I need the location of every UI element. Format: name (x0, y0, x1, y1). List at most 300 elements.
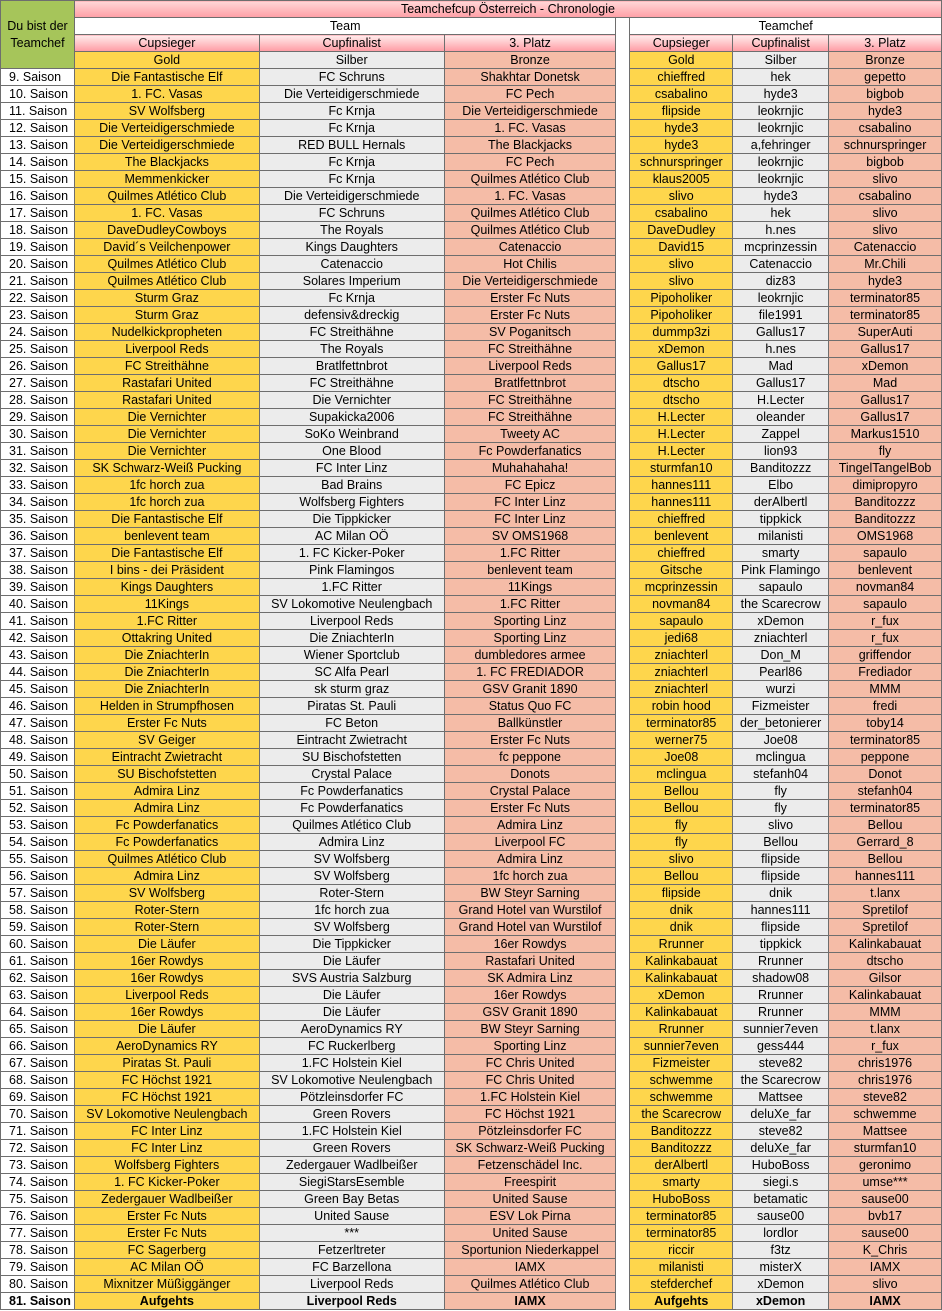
table-row (1, 749, 942, 766)
team-third-place-cell: SV Poganitsch (444, 324, 616, 341)
chef-cupfinalist-cell: wurzi (733, 681, 829, 698)
table-row (1, 69, 942, 86)
team-cupsieger-cell: Erster Fc Nuts (74, 1208, 259, 1225)
chef-cupfinalist-cell: Catenaccio (733, 256, 829, 273)
chef-cupfinalist-cell: shadow08 (733, 970, 829, 987)
season-cell: 41. Saison (1, 613, 75, 630)
team-cupsieger-cell: Die Vernichter (74, 409, 259, 426)
table-row (1, 936, 942, 953)
team-cupfinalist-cell: The Royals (259, 222, 444, 239)
column-gap (616, 834, 630, 851)
chef-cupfinalist-cell: Don_M (733, 647, 829, 664)
team-cupsieger-cell: 1. FC. Vasas (74, 86, 259, 103)
table-row (1, 511, 942, 528)
chef-cupfinalist-cell: dnik (733, 885, 829, 902)
team-third-place-cell: SK Admira Linz (444, 970, 616, 987)
chef-third-place-cell: Banditozzz (829, 494, 942, 511)
chef-third-place-cell: hyde3 (829, 103, 942, 120)
column-gap (616, 205, 630, 222)
column-gap (616, 664, 630, 681)
chef-third-place-cell: chris1976 (829, 1055, 942, 1072)
chef-third-place-cell: csabalino (829, 120, 942, 137)
column-gap (616, 647, 630, 664)
chef-cupsieger-cell: Pipoholiker (630, 307, 733, 324)
team-cupfinalist-cell: Fc Krnja (259, 290, 444, 307)
season-cell: 66. Saison (1, 1038, 75, 1055)
table-row (1, 205, 942, 222)
table-row (1, 494, 942, 511)
column-gap (616, 426, 630, 443)
chef-cupfinalist-header: Cupfinalist (733, 35, 829, 52)
team-cupfinalist-cell: FC Schruns (259, 205, 444, 222)
team-third-place-cell: Catenaccio (444, 239, 616, 256)
column-gap (616, 613, 630, 630)
team-cupfinalist-cell: Die Läufer (259, 953, 444, 970)
team-third-place-cell: Admira Linz (444, 817, 616, 834)
chef-cupfinalist-cell: fly (733, 800, 829, 817)
column-gap (616, 443, 630, 460)
chef-cupsieger-cell: csabalino (630, 205, 733, 222)
team-third-place-cell: FC Höchst 1921 (444, 1106, 616, 1123)
team-gold-header: Gold (74, 52, 259, 69)
chef-cupsieger-cell: robin hood (630, 698, 733, 715)
chef-third-place-cell: Markus1510 (829, 426, 942, 443)
team-third-place-cell: 1.FC Ritter (444, 596, 616, 613)
table-row (1, 1123, 942, 1140)
table-row (1, 290, 942, 307)
chef-cupsieger-cell: Kalinkabauat (630, 970, 733, 987)
chef-cupfinalist-cell: Pink Flamingo (733, 562, 829, 579)
season-cell: 10. Saison (1, 86, 75, 103)
table-row (1, 1055, 942, 1072)
table-row (1, 409, 942, 426)
chef-third-place-cell: terminator85 (829, 732, 942, 749)
season-cell: 9. Saison (1, 69, 75, 86)
team-group-header: Team (74, 18, 615, 35)
team-third-place-cell: GSV Granit 1890 (444, 1004, 616, 1021)
team-third-place-cell: 1.FC Holstein Kiel (444, 1089, 616, 1106)
chef-third-place-cell: OMS1968 (829, 528, 942, 545)
season-cell: 46. Saison (1, 698, 75, 715)
chef-cupsieger-cell: hannes111 (630, 494, 733, 511)
chef-cupsieger-cell: smarty (630, 1174, 733, 1191)
chef-third-place-cell: fly (829, 443, 942, 460)
column-gap (616, 528, 630, 545)
team-cupsieger-cell: 1fc horch zua (74, 494, 259, 511)
team-cupfinalist-cell: United Sause (259, 1208, 444, 1225)
team-cupsieger-cell: Erster Fc Nuts (74, 715, 259, 732)
column-gap (616, 154, 630, 171)
chef-cupfinalist-cell: Mad (733, 358, 829, 375)
team-cupsieger-cell: Sturm Graz (74, 307, 259, 324)
chef-cupfinalist-cell: steve82 (733, 1123, 829, 1140)
chef-cupfinalist-cell: deluXe_far (733, 1106, 829, 1123)
table-row (1, 273, 942, 290)
chef-cupfinalist-cell: tippkick (733, 511, 829, 528)
season-cell: 74. Saison (1, 1174, 75, 1191)
season-cell: 55. Saison (1, 851, 75, 868)
team-third-place-cell: Erster Fc Nuts (444, 800, 616, 817)
table-row (1, 341, 942, 358)
season-cell: 59. Saison (1, 919, 75, 936)
team-cupsieger-cell: Mixnitzer Müßiggänger (74, 1276, 259, 1293)
team-cupfinalist-cell: RED BULL Hernals (259, 137, 444, 154)
team-cupsieger-cell: FC Höchst 1921 (74, 1072, 259, 1089)
chef-bronze-header: Bronze (829, 52, 942, 69)
team-bronze-header: Bronze (444, 52, 616, 69)
team-third-place-cell: Sportunion Niederkappel (444, 1242, 616, 1259)
team-third-place-cell: Crystal Palace (444, 783, 616, 800)
chef-cupfinalist-cell: leokrnjic (733, 103, 829, 120)
chef-cupsieger-cell: zniachterl (630, 681, 733, 698)
table-row (1, 307, 942, 324)
team-cupfinalist-cell: SoKo Weinbrand (259, 426, 444, 443)
team-cupsieger-cell: Admira Linz (74, 783, 259, 800)
chef-cupfinalist-cell: Rrunner (733, 953, 829, 970)
chef-third-place-cell: peppone (829, 749, 942, 766)
table-row (1, 86, 942, 103)
table-row (1, 885, 942, 902)
team-cupsieger-cell: The Blackjacks (74, 154, 259, 171)
chef-third-place-cell: slivo (829, 222, 942, 239)
chef-cupsieger-cell: schwemme (630, 1089, 733, 1106)
team-third-place-cell: SV OMS1968 (444, 528, 616, 545)
chef-cupsieger-cell: zniachterl (630, 664, 733, 681)
chef-third-place-cell: chris1976 (829, 1072, 942, 1089)
chef-cupfinalist-cell: mcprinzessin (733, 239, 829, 256)
column-gap (616, 307, 630, 324)
chef-third-place-cell: terminator85 (829, 800, 942, 817)
table-row (1, 953, 942, 970)
team-cupsieger-cell: Nudelkickpropheten (74, 324, 259, 341)
column-gap (616, 1123, 630, 1140)
column-gap (616, 1140, 630, 1157)
team-cupsieger-cell: AC Milan OÖ (74, 1259, 259, 1276)
team-cupsieger-cell: Die Läufer (74, 936, 259, 953)
table-row (1, 766, 942, 783)
team-cupfinalist-cell: FC Inter Linz (259, 460, 444, 477)
team-third-place-cell: FC Pech (444, 154, 616, 171)
column-gap (616, 851, 630, 868)
table-row (1, 630, 942, 647)
team-cupsieger-cell: benlevent team (74, 528, 259, 545)
chef-cupsieger-header: Cupsieger (630, 35, 733, 52)
column-gap (616, 885, 630, 902)
column-gap (616, 1089, 630, 1106)
table-row (1, 970, 942, 987)
column-gap (616, 562, 630, 579)
season-cell: 31. Saison (1, 443, 75, 460)
chef-cupsieger-cell: terminator85 (630, 1208, 733, 1225)
team-cupsieger-cell: Die ZniachterIn (74, 681, 259, 698)
chef-third-place-cell: sturmfan10 (829, 1140, 942, 1157)
chef-third-place-cell: Gerrard_8 (829, 834, 942, 851)
season-cell: 36. Saison (1, 528, 75, 545)
team-cupfinalist-cell: Fc Krnja (259, 103, 444, 120)
chef-cupsieger-cell: Aufgehts (630, 1293, 733, 1310)
chef-third-place-cell: hyde3 (829, 273, 942, 290)
chef-cupfinalist-cell: fly (733, 783, 829, 800)
chef-cupsieger-cell: Rrunner (630, 1021, 733, 1038)
medal-header-row (1, 52, 942, 69)
column-gap (616, 902, 630, 919)
team-third-place-cell: 1. FC FREDIADOR (444, 664, 616, 681)
chef-cupfinalist-cell: a,fehringer (733, 137, 829, 154)
table-row (1, 460, 942, 477)
chef-third-place-cell: slivo (829, 171, 942, 188)
chef-third-place-cell: toby14 (829, 715, 942, 732)
team-cupsieger-cell: Memmenkicker (74, 171, 259, 188)
table-row (1, 1276, 942, 1293)
chef-cupsieger-cell: hyde3 (630, 137, 733, 154)
chef-third-place-cell: bvb17 (829, 1208, 942, 1225)
chef-cupsieger-cell: DaveDudley (630, 222, 733, 239)
team-cupsieger-cell: Die Läufer (74, 1021, 259, 1038)
team-cupfinalist-cell: Die Läufer (259, 987, 444, 1004)
team-third-place-cell: Die Verteidigerschmiede (444, 273, 616, 290)
title-row (1, 1, 942, 18)
team-third-place-cell: FC Streithähne (444, 409, 616, 426)
season-cell: 11. Saison (1, 103, 75, 120)
chef-cupfinalist-cell: xDemon (733, 613, 829, 630)
corner-label: Du bist der Teamchef (1, 1, 75, 69)
column-gap (616, 545, 630, 562)
team-cupsieger-cell: Erster Fc Nuts (74, 1225, 259, 1242)
chef-cupfinalist-cell: derAlbertl (733, 494, 829, 511)
column-gap (616, 1259, 630, 1276)
team-cupfinalist-cell: SV Lokomotive Neulengbach (259, 1072, 444, 1089)
chef-third-place-cell: sapaulo (829, 596, 942, 613)
column-gap (616, 137, 630, 154)
team-third-place-cell: Sporting Linz (444, 630, 616, 647)
column-gap (616, 987, 630, 1004)
chef-cupsieger-cell: zniachterl (630, 647, 733, 664)
column-gap (616, 919, 630, 936)
season-cell: 72. Saison (1, 1140, 75, 1157)
season-cell: 47. Saison (1, 715, 75, 732)
chef-cupsieger-cell: dnik (630, 902, 733, 919)
column-gap (616, 1157, 630, 1174)
team-cupsieger-cell: 11Kings (74, 596, 259, 613)
table-row (1, 987, 942, 1004)
column-gap (616, 1038, 630, 1055)
team-cupsieger-header: Cupsieger (74, 35, 259, 52)
chef-cupsieger-cell: sapaulo (630, 613, 733, 630)
team-cupsieger-cell: Eintracht Zwietracht (74, 749, 259, 766)
chef-cupfinalist-cell: the Scarecrow (733, 596, 829, 613)
chef-third-place-cell: Gallus17 (829, 392, 942, 409)
column-gap (616, 392, 630, 409)
season-cell: 81. Saison (1, 1293, 75, 1310)
team-third-place-cell: IAMX (444, 1293, 616, 1310)
team-third-place-cell: Muhahahaha! (444, 460, 616, 477)
season-cell: 51. Saison (1, 783, 75, 800)
team-cupsieger-cell: Sturm Graz (74, 290, 259, 307)
team-cupfinalist-cell: 1.FC Holstein Kiel (259, 1123, 444, 1140)
chef-third-place-cell: Mr.Chili (829, 256, 942, 273)
team-third-place-cell: Erster Fc Nuts (444, 732, 616, 749)
season-cell: 64. Saison (1, 1004, 75, 1021)
chef-third-place-cell: benlevent (829, 562, 942, 579)
team-third-place-cell: Quilmes Atlético Club (444, 222, 616, 239)
team-cupsieger-cell: Die Fantastische Elf (74, 69, 259, 86)
chef-third-place-cell: MMM (829, 1004, 942, 1021)
season-cell: 75. Saison (1, 1191, 75, 1208)
column-gap (616, 69, 630, 86)
column-gap (616, 1055, 630, 1072)
chef-third-place-cell: TingelTangelBob (829, 460, 942, 477)
season-cell: 56. Saison (1, 868, 75, 885)
table-row (1, 375, 942, 392)
chef-third-place-cell: sause00 (829, 1191, 942, 1208)
team-cupsieger-cell: Admira Linz (74, 868, 259, 885)
team-cupsieger-cell: 16er Rowdys (74, 970, 259, 987)
column-gap (616, 868, 630, 885)
chef-cupsieger-cell: Kalinkabauat (630, 953, 733, 970)
team-cupfinalist-cell: Zedergauer Wadlbeißer (259, 1157, 444, 1174)
column-gap (616, 1174, 630, 1191)
team-third-place-cell: Quilmes Atlético Club (444, 1276, 616, 1293)
chef-third-place-cell: Banditozzz (829, 511, 942, 528)
team-cupfinalist-cell: Fc Krnja (259, 120, 444, 137)
season-cell: 67. Saison (1, 1055, 75, 1072)
chef-cupfinalist-cell: steve82 (733, 1055, 829, 1072)
chef-cupsieger-cell: flipside (630, 103, 733, 120)
season-cell: 14. Saison (1, 154, 75, 171)
team-cupsieger-cell: Liverpool Reds (74, 341, 259, 358)
team-cupfinalist-cell: Die ZniachterIn (259, 630, 444, 647)
team-third-place-cell: Ballkünstler (444, 715, 616, 732)
team-cupfinalist-cell: Eintracht Zwietracht (259, 732, 444, 749)
team-third-place-cell: United Sause (444, 1191, 616, 1208)
team-third-place-cell: Status Quo FC (444, 698, 616, 715)
column-gap (616, 596, 630, 613)
team-third-place-cell: The Blackjacks (444, 137, 616, 154)
chef-cupfinalist-cell: milanisti (733, 528, 829, 545)
column-gap (616, 970, 630, 987)
chef-cupsieger-cell: dummp3zi (630, 324, 733, 341)
chef-third-place-cell: r_fux (829, 613, 942, 630)
chef-cupfinalist-cell: betamatic (733, 1191, 829, 1208)
team-third-place-cell: Hot Chilis (444, 256, 616, 273)
table-row (1, 1004, 942, 1021)
chef-cupfinalist-cell: Banditozzz (733, 460, 829, 477)
chef-cupsieger-cell: terminator85 (630, 715, 733, 732)
team-cupsieger-cell: Die Verteidigerschmiede (74, 137, 259, 154)
chef-third-place-cell: slivo (829, 1276, 942, 1293)
chef-third-place-cell: schwemme (829, 1106, 942, 1123)
team-third-place-cell: Pötzleinsdorfer FC (444, 1123, 616, 1140)
season-cell: 35. Saison (1, 511, 75, 528)
season-cell: 43. Saison (1, 647, 75, 664)
table-row (1, 1259, 942, 1276)
team-cupsieger-cell: 1. FC Kicker-Poker (74, 1174, 259, 1191)
chef-cupsieger-cell: the Scarecrow (630, 1106, 733, 1123)
chef-cupsieger-cell: Fizmeister (630, 1055, 733, 1072)
chef-cupsieger-cell: Banditozzz (630, 1123, 733, 1140)
chef-third-place-cell: r_fux (829, 1038, 942, 1055)
team-third-place-cell: Grand Hotel van Wurstilof (444, 902, 616, 919)
season-cell: 53. Saison (1, 817, 75, 834)
season-cell: 20. Saison (1, 256, 75, 273)
team-third-place-cell: 1.FC Ritter (444, 545, 616, 562)
team-cupfinalist-cell: Quilmes Atlético Club (259, 817, 444, 834)
chef-cupfinalist-cell: hek (733, 205, 829, 222)
team-third-place-cell: BW Steyr Sarning (444, 885, 616, 902)
team-cupsieger-cell: FC Inter Linz (74, 1123, 259, 1140)
chef-cupsieger-cell: dtscho (630, 392, 733, 409)
chef-cupsieger-cell: riccir (630, 1242, 733, 1259)
chef-cupsieger-cell: H.Lecter (630, 443, 733, 460)
chef-third-place-cell: slivo (829, 205, 942, 222)
chef-third-place-cell: Spretilof (829, 902, 942, 919)
team-cupsieger-cell: Fc Powderfanatics (74, 834, 259, 851)
team-cupfinalist-cell: Fc Krnja (259, 171, 444, 188)
chef-third-place-cell: Gilsor (829, 970, 942, 987)
chef-cupfinalist-cell: Fizmeister (733, 698, 829, 715)
season-cell: 32. Saison (1, 460, 75, 477)
team-cupfinalist-cell: SiegiStarsEsemble (259, 1174, 444, 1191)
team-third-place-cell: Freespirit (444, 1174, 616, 1191)
table-row (1, 698, 942, 715)
chef-third-place-cell: fredi (829, 698, 942, 715)
team-third-place-cell: FC Chris United (444, 1055, 616, 1072)
chef-third-place-cell: IAMX (829, 1259, 942, 1276)
team-third-place-cell: ESV Lok Pirna (444, 1208, 616, 1225)
chef-third-place-cell: sause00 (829, 1225, 942, 1242)
team-cupsieger-cell: 16er Rowdys (74, 1004, 259, 1021)
chef-cupfinalist-cell: hannes111 (733, 902, 829, 919)
table-row (1, 477, 942, 494)
chef-cupfinalist-cell: Rrunner (733, 1004, 829, 1021)
team-cupsieger-cell: Kings Daughters (74, 579, 259, 596)
team-third-place-cell: Grand Hotel van Wurstilof (444, 919, 616, 936)
chef-cupsieger-cell: HuboBoss (630, 1191, 733, 1208)
chef-cupfinalist-cell: gess444 (733, 1038, 829, 1055)
chef-cupsieger-cell: hannes111 (630, 477, 733, 494)
chef-cupsieger-cell: terminator85 (630, 1225, 733, 1242)
column-gap (616, 1276, 630, 1293)
season-cell: 23. Saison (1, 307, 75, 324)
chef-cupfinalist-cell: Rrunner (733, 987, 829, 1004)
team-cupsieger-cell: Aufgehts (74, 1293, 259, 1310)
chef-cupfinalist-cell: h.nes (733, 341, 829, 358)
column-gap (616, 358, 630, 375)
chef-third-place-cell: SuperAuti (829, 324, 942, 341)
chef-third-place-cell: terminator85 (829, 290, 942, 307)
column-gap (616, 18, 630, 35)
chef-cupsieger-cell: chieffred (630, 545, 733, 562)
season-cell: 76. Saison (1, 1208, 75, 1225)
column-gap (616, 341, 630, 358)
team-cupfinalist-cell: Die Verteidigerschmiede (259, 86, 444, 103)
season-cell: 45. Saison (1, 681, 75, 698)
chef-third-place-cell: terminator85 (829, 307, 942, 324)
team-third-place-cell: 1. FC. Vasas (444, 120, 616, 137)
team-cupfinalist-cell: SV Wolfsberg (259, 868, 444, 885)
chef-cupfinalist-cell: Elbo (733, 477, 829, 494)
table-row (1, 1089, 942, 1106)
chef-cupfinalist-cell: flipside (733, 919, 829, 936)
chef-third-place-cell: stefanh04 (829, 783, 942, 800)
chef-cupsieger-cell: H.Lecter (630, 426, 733, 443)
chef-cupfinalist-cell: flipside (733, 851, 829, 868)
table-row (1, 613, 942, 630)
chef-cupsieger-cell: dtscho (630, 375, 733, 392)
chef-third-place-cell: schnurspringer (829, 137, 942, 154)
column-gap (616, 1225, 630, 1242)
table-row (1, 545, 942, 562)
